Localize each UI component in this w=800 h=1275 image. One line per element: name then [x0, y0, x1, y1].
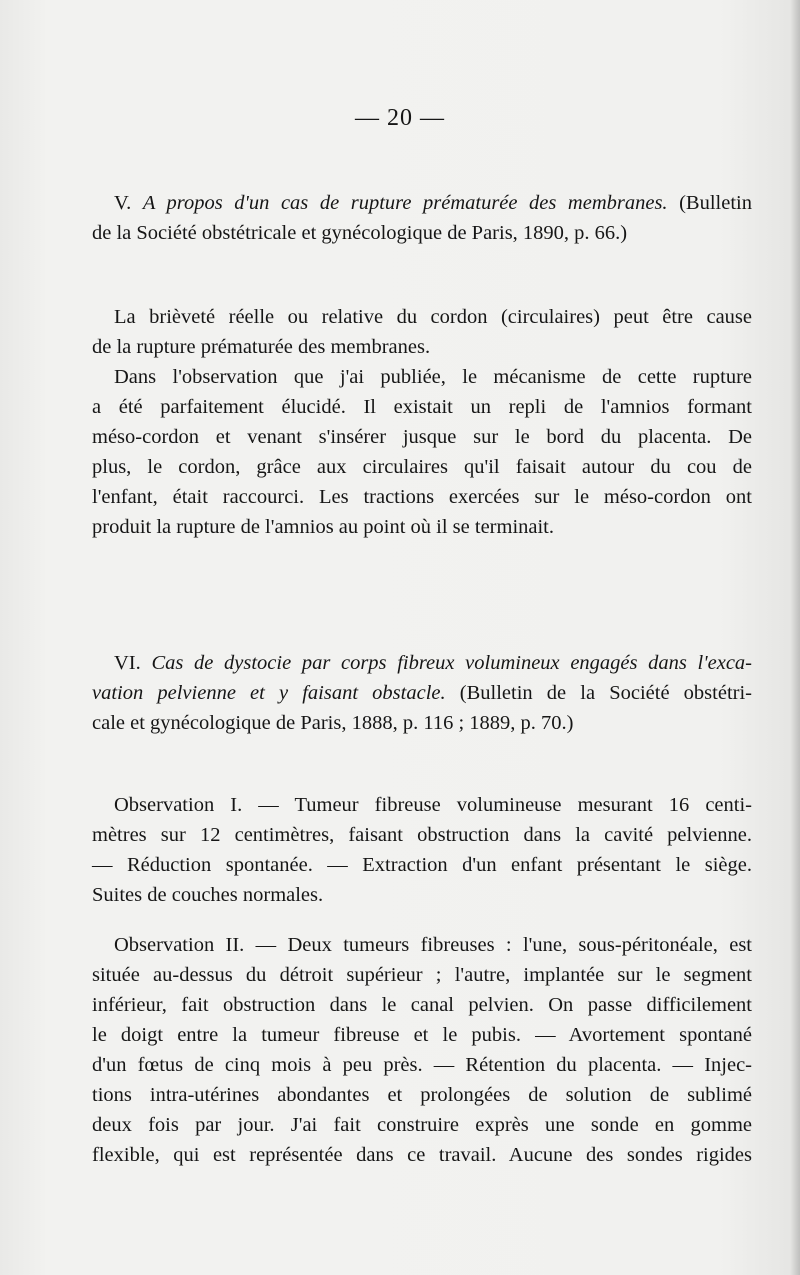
text-line: flexible, qui est représentée dans ce travail. Aucune des sondes rigides: [92, 1144, 752, 1166]
page-edge-shadow: [790, 0, 800, 1275]
section-v-number: V.: [114, 192, 132, 214]
section-vi-ref-line: cale et gynécologique de Paris, 1888, p. 116 ; 1889, p. 70.): [92, 712, 574, 734]
section-v-ref: (Bulletin: [679, 192, 752, 214]
section-v-paragraph-1: [92, 302, 752, 362]
text-line: La brièveté réelle ou relative du cordon (circulaires) peut être cause: [114, 306, 752, 328]
text-line: deux fois par jour. J'ai fait construire exprès une sonde en gomme: [92, 1114, 752, 1136]
section-vi-title-continued: vation pelvienne et y faisant obstacle.: [92, 682, 446, 704]
section-vi-ref: (Bulletin de la Société obstétri-: [459, 682, 752, 704]
text-line: le doigt entre la tumeur fibreuse et le pubis. — Avortement spontané: [92, 1024, 752, 1046]
observation-1: [92, 790, 752, 910]
text-line: inférieur, fait obstruction dans le canal pelvien. On passe difficilement: [92, 994, 752, 1016]
text-line: — Réduction spontanée. — Extraction d'un enfant présentant le siège.: [92, 854, 752, 876]
text-line: l'enfant, était raccourci. Les tractions exercées sur le méso-cordon ont: [92, 486, 752, 508]
text-line: mètres sur 12 centimètres, faisant obstruction dans la cavité pelvienne.: [92, 824, 752, 846]
text-line: Observation II. — Deux tumeurs fibreuses : l'une, sous-péritonéale, est: [114, 934, 752, 956]
section-v-title: A propos d'un cas de rupture prématurée des membranes.: [142, 192, 668, 214]
observation-2: [92, 930, 752, 1170]
section-vi-title: Cas de dystocie par corps fibreux volumineux engagés dans l'exca-: [151, 652, 753, 674]
section-v-heading: [92, 188, 752, 248]
text-line: d'un fœtus de cinq mois à peu près. — Rétention du placenta. — Injec-: [92, 1054, 752, 1076]
text-line: Dans l'observation que j'ai publiée, le mécanisme de cette rupture: [114, 366, 752, 388]
text-line: plus, le cordon, grâce aux circulaires qu'il faisait autour du cou de: [92, 456, 752, 478]
text-line: Suites de couches normales.: [92, 884, 324, 906]
text-line: de la rupture prématurée des membranes.: [92, 336, 431, 358]
section-vi-heading: [92, 648, 752, 738]
section-v-ref-line: de la Société obstétricale et gynécologique de Paris, 1890, p. 66.): [92, 222, 628, 244]
text-line: tions intra-utérines abondantes et prolongées de solution de sublimé: [92, 1084, 752, 1106]
text-line: située au-dessus du détroit supérieur ; l'autre, implantée sur le segment: [92, 964, 752, 986]
text-line: a été parfaitement élucidé. Il existait un repli de l'amnios formant: [92, 396, 752, 418]
page-number: — 20 —: [355, 105, 445, 131]
text-line: méso-cordon et venant s'insérer jusque sur le bord du placenta. De: [92, 426, 752, 448]
section-v-paragraph-2: [92, 362, 752, 542]
text-line: produit la rupture de l'amnios au point où il se terminait.: [92, 516, 555, 538]
text-line: Observation I. — Tumeur fibreuse volumineuse mesurant 16 centi-: [114, 794, 752, 816]
section-vi-number: VI.: [114, 652, 141, 674]
